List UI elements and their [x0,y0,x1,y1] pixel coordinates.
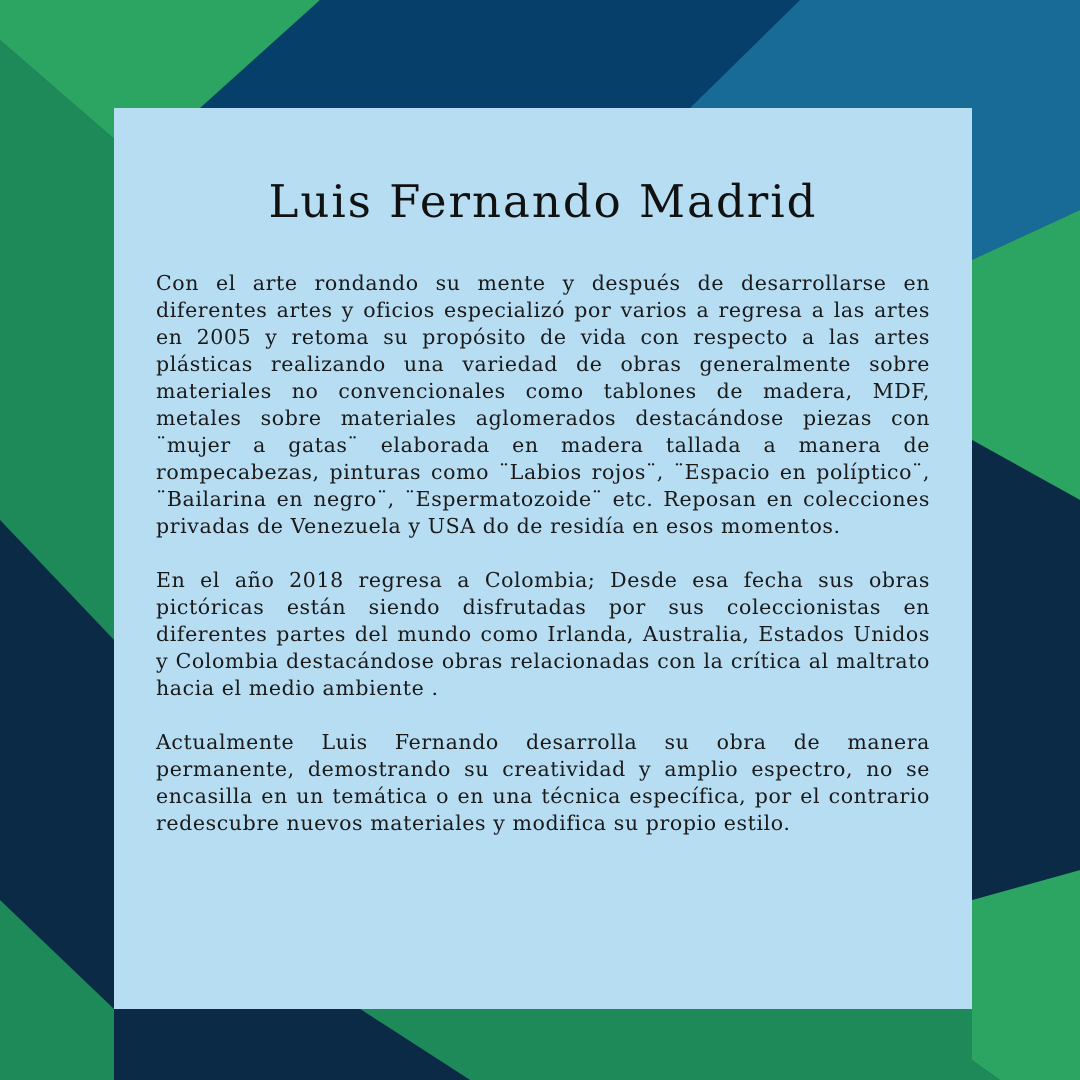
bio-card [114,108,972,1009]
stripe-dark-green-bottom [360,1009,1000,1080]
bio-paragraph-3: Actualmente Luis Fernando desarrolla su obra de manera permanente, demostrando su creatividad y amplio espectro, no se encasilla en un temática o en una técnica específica, por el contrario redescubre nuevos materiales y modifica su propio estilo. [156,730,930,835]
bio-paragraph-2: En el año 2018 regresa a Colombia; Desde esa fecha sus obras pictóricas están siendo disfrutadas por sus coleccionistas en diferentes partes del mundo como Irlanda, Australia, Estados Unidos y Colombia destacándose obras relacionadas con la crítica al maltrato hacia el medio ambiente . [156,568,930,700]
stripe-green-bottom-right [972,870,1080,1080]
artist-name-title: Luis Fernando Madrid [268,175,818,228]
bio-paragraph-1: Con el arte rondando su mente y después de desarrollarse en diferentes artes y oficios especializó por varios a regresa a las artes en 2005 y retoma su propósito de vida con respecto a las artes plásticas realizando una variedad de obras generalmente sobre materiales no convencionales como tablones de madera, MDF, metales sobre materiales aglomerados destacándose piezas con ¨mujer a gatas¨ elaborada en madera tallada a manera de rompecabezas, pinturas como ¨Labios rojos¨, ¨Espacio en políptico¨, ¨Bailarina en negro¨, ¨Espermatozoide¨ etc. Reposan en colecciones privadas de Venezuela y USA do de residía en esos momentos. [156,271,930,538]
